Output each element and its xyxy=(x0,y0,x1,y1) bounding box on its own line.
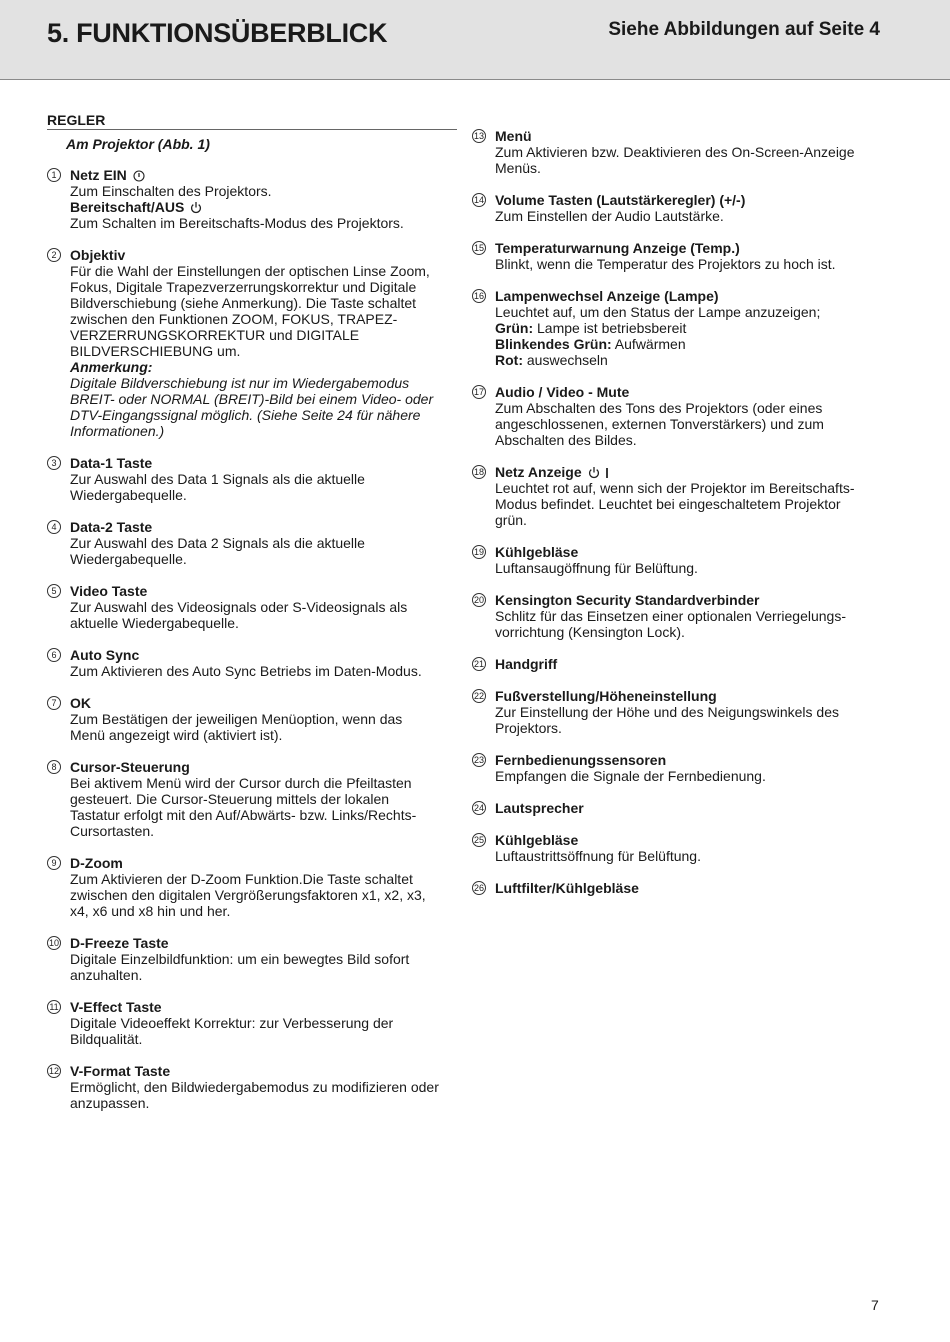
item-title: Objektiv xyxy=(70,247,126,263)
item-title: Kühlgebläse xyxy=(495,544,579,560)
item-description-line: Modus befindet. Leuchtet bei eingeschaltetem Projektor xyxy=(495,496,841,512)
item-title: V-Format Taste xyxy=(70,1063,171,1079)
item-description-line: Bildverschiebung (siehe Anmerkung). Die Taste schaltet xyxy=(70,295,417,311)
item-title: Video Taste xyxy=(70,583,148,599)
item-description-line: Menüs. xyxy=(495,160,541,176)
item-description-line: Zur Auswahl des Data 2 Signals als die aktuelle xyxy=(70,535,365,551)
item-description-line: Digitale Einzelbildfunktion: um ein bewegtes Bild sofort xyxy=(70,951,410,967)
function-item xyxy=(47,999,457,1047)
standby-icon xyxy=(190,199,202,215)
item-description-line: aktuelle Wiedergabequelle. xyxy=(70,615,239,631)
item-title: Fernbedienungssensoren xyxy=(495,752,667,768)
page-header xyxy=(0,0,950,80)
item-description-line: Zum Abschalten des Tons des Projektors (oder eines xyxy=(495,400,823,416)
item-description-line: Zum Bestätigen der jeweiligen Menüoption, wenn das xyxy=(70,711,403,727)
item-title: Handgriff xyxy=(495,656,558,672)
function-item xyxy=(472,544,892,576)
function-item xyxy=(47,855,457,919)
item-number: 17 xyxy=(473,387,484,397)
function-item xyxy=(472,832,892,864)
item-number: 19 xyxy=(473,547,484,557)
item-title: Kühlgebläse xyxy=(495,832,579,848)
item-description-line: Fokus, Digitale Trapezverzerrungskorrektur und Digitale xyxy=(70,279,417,295)
item-description-line: anzuhalten. xyxy=(70,967,143,983)
item-title: Auto Sync xyxy=(70,647,140,663)
item-description-line: Leuchtet rot auf, wenn sich der Projektor im Bereitschafts- xyxy=(495,480,855,496)
item-title: Lampenwechsel Anzeige (Lampe) xyxy=(495,288,719,304)
item-description-line: Zum Einstellen der Audio Lautstärke. xyxy=(495,208,724,224)
item-title: Menü xyxy=(495,128,532,144)
lamp-state-line xyxy=(495,320,892,336)
item-title: Audio / Video - Mute xyxy=(495,384,630,400)
item-number: 8 xyxy=(47,760,61,774)
item-number: 23 xyxy=(473,755,484,765)
item-description-line: zwischen den digitalen Vergrößerungsfaktoren x1, x2, x3, xyxy=(70,887,426,903)
item-number: 6 xyxy=(47,648,61,662)
item-description-line: Empfangen die Signale der Fernbedienung. xyxy=(495,768,766,784)
lamp-state-text: auswechseln xyxy=(523,352,608,368)
item-description-line: anzupassen. xyxy=(70,1095,150,1111)
item-description-line: zwischen den Funktionen ZOOM, FOKUS, TRAPEZ- xyxy=(70,311,398,327)
function-item xyxy=(472,752,892,784)
item-number: 5 xyxy=(47,584,61,598)
item-description-line: Blinkt, wenn die Temperatur des Projektors zu hoch ist. xyxy=(495,256,836,272)
function-item xyxy=(47,519,457,567)
item-title: V-Effect Taste xyxy=(70,999,162,1015)
item-description-line: BILDVERSCHIEBUNG um. xyxy=(70,343,241,359)
item-number: 1 xyxy=(47,168,61,182)
lamp-state-text: Lampe ist betriebsbereit xyxy=(533,320,687,336)
item-description-line: Schlitz für das Einsetzen einer optionalen Verriegelungs- xyxy=(495,608,846,624)
chapter-title: 5. FUNKTIONSÜBERBLICK xyxy=(47,18,388,48)
item-description-line: Für die Wahl der Einstellungen der optischen Linse Zoom, xyxy=(70,263,430,279)
item-description-line: x4, x6 und x8 hin und her. xyxy=(70,903,231,919)
function-item xyxy=(47,935,457,983)
function-item xyxy=(47,455,457,503)
item-title: Volume Tasten (Lautstärkeregler) (+/-) xyxy=(495,192,746,208)
item-number: 12 xyxy=(48,1066,59,1076)
function-item xyxy=(472,128,892,176)
function-item xyxy=(472,800,892,816)
item-number: 14 xyxy=(473,195,484,205)
function-item xyxy=(472,464,892,528)
function-item xyxy=(472,288,892,368)
item-description-line: VERZERRUNGSKORREKTUR und DIGITALE xyxy=(70,327,360,343)
function-item xyxy=(472,880,892,896)
item-description-line: Leuchtet auf, um den Status der Lampe anzuzeigen; xyxy=(495,304,821,320)
item-description-line: Zur Auswahl des Data 1 Signals als die aktuelle xyxy=(70,471,365,487)
item-number: 22 xyxy=(473,691,484,701)
lamp-state-label: Grün: xyxy=(495,320,534,336)
function-item xyxy=(472,192,892,224)
item-title: Fußverstellung/Höheneinstellung xyxy=(495,688,717,704)
power-on-icon xyxy=(133,167,145,183)
note-line: Informationen.) xyxy=(70,423,165,439)
left-column xyxy=(47,112,457,1127)
lamp-state-label: Blinkendes Grün: xyxy=(495,336,612,352)
item-number: 24 xyxy=(473,803,484,813)
item-title: Netz EIN xyxy=(70,167,457,183)
item-description-line: Tastatur erfolgt mit den Auf/Abwärts- bzw. Links/Rechts- xyxy=(70,807,417,823)
item-title: D-Zoom xyxy=(70,855,123,871)
item-title: Cursor-Steuerung xyxy=(70,759,190,775)
item-description-line: Bildqualität. xyxy=(70,1031,143,1047)
right-column xyxy=(472,128,892,912)
item-number: 4 xyxy=(47,520,61,534)
item-title: OK xyxy=(70,695,91,711)
item-title: Bereitschaft/AUS xyxy=(70,199,457,215)
lamp-state-line xyxy=(495,336,892,352)
item-number: 13 xyxy=(473,131,484,141)
power-indicator-icon xyxy=(588,464,610,480)
figure-reference: Siehe Abbildungen auf Seite 4 xyxy=(608,19,880,40)
item-description-line: vorrichtung (Kensington Lock). xyxy=(495,624,685,640)
item-description-line: Zum Aktivieren bzw. Deaktivieren des On-Screen-Anzeige xyxy=(495,144,855,160)
note-line: BREIT- oder NORMAL (BREIT)-Bild bei einem Video- oder xyxy=(70,391,434,407)
note-line: DTV-Eingangssignal möglich. (Siehe Seite 24 für nähere xyxy=(70,407,421,423)
function-item xyxy=(472,384,892,448)
function-item xyxy=(47,759,457,839)
note-title: Anmerkung: xyxy=(70,359,153,375)
lamp-state-line xyxy=(495,352,892,368)
item-number: 15 xyxy=(473,243,484,253)
item-description-line: grün. xyxy=(495,512,527,528)
item-number: 18 xyxy=(473,467,484,477)
item-title: Luftfilter/Kühlgebläse xyxy=(495,880,639,896)
item-description-line: Menü angezeigt wird (aktiviert ist). xyxy=(70,727,283,743)
item-description-line: Zur Einstellung der Höhe und des Neigungswinkels des xyxy=(495,704,839,720)
item-number: 20 xyxy=(473,595,484,605)
item-description-line: gesteuert. Die Cursor-Steuerung mittels der lokalen xyxy=(70,791,390,807)
item-number: 11 xyxy=(47,1000,61,1014)
function-item xyxy=(472,656,892,672)
item-number: 21 xyxy=(473,659,484,669)
item-description-line: Zum Aktivieren der D-Zoom Funktion.Die Taste schaltet xyxy=(70,871,413,887)
item-title: Data-2 Taste xyxy=(70,519,153,535)
function-item xyxy=(472,240,892,272)
function-item xyxy=(47,647,457,679)
item-description-line: Zum Einschalten des Projektors. xyxy=(70,183,272,199)
section-heading: REGLER xyxy=(47,112,457,130)
item-description-line: Digitale Videoeffekt Korrektur: zur Verbesserung der xyxy=(70,1015,394,1031)
item-number: 16 xyxy=(473,291,484,301)
item-description-line: Cursortasten. xyxy=(70,823,155,839)
item-title: Temperaturwarnung Anzeige (Temp.) xyxy=(495,240,740,256)
item-description-line: Wiedergabequelle. xyxy=(70,551,187,567)
function-item xyxy=(47,695,457,743)
item-description-line: Zur Auswahl des Videosignals oder S-Videosignals als xyxy=(70,599,408,615)
right-item-list xyxy=(472,128,892,896)
page-number: 7 xyxy=(871,1297,879,1313)
item-description-line: angeschlossenen, externen Tonverstärkers) und zum xyxy=(495,416,824,432)
item-description-line: Projektors. xyxy=(495,720,562,736)
item-title: D-Freeze Taste xyxy=(70,935,169,951)
item-description-line: Luftansaugöffnung für Belüftung. xyxy=(495,560,698,576)
item-number: 9 xyxy=(47,856,61,870)
item-number: 10 xyxy=(48,938,59,948)
item-title: Lautsprecher xyxy=(495,800,584,816)
function-item xyxy=(47,167,457,231)
item-description-line: Bei aktivem Menü wird der Cursor durch die Pfeiltasten xyxy=(70,775,412,791)
item-description-line: Zum Schalten im Bereitschafts-Modus des Projektors. xyxy=(70,215,404,231)
item-title: Data-1 Taste xyxy=(70,455,153,471)
item-title: Kensington Security Standardverbinder xyxy=(495,592,760,608)
item-description-line: Abschalten des Bildes. xyxy=(495,432,637,448)
lamp-state-text: Aufwärmen xyxy=(611,336,686,352)
item-description-line: Zum Aktivieren des Auto Sync Betriebs im Daten-Modus. xyxy=(70,663,422,679)
item-description-line: Wiedergabequelle. xyxy=(70,487,187,503)
function-item xyxy=(47,583,457,631)
item-number: 3 xyxy=(47,456,61,470)
section-subheading: Am Projektor (Abb. 1) xyxy=(66,136,210,152)
item-description-line: Ermöglicht, den Bildwiedergabemodus zu modifizieren oder xyxy=(70,1079,439,1095)
item-title: Netz Anzeige xyxy=(495,464,892,480)
left-item-list xyxy=(47,167,457,1111)
function-item xyxy=(472,592,892,640)
lamp-state-label: Rot: xyxy=(495,352,523,368)
function-item xyxy=(47,247,457,439)
item-description-line: Luftaustrittsöffnung für Belüftung. xyxy=(495,848,701,864)
item-number: 26 xyxy=(473,883,484,893)
function-item xyxy=(472,688,892,736)
function-item xyxy=(47,1063,457,1111)
item-number: 2 xyxy=(47,248,61,262)
item-number: 7 xyxy=(47,696,61,710)
note-line: Digitale Bildverschiebung ist nur im Wiedergabemodus xyxy=(70,375,410,391)
item-number: 25 xyxy=(473,835,484,845)
